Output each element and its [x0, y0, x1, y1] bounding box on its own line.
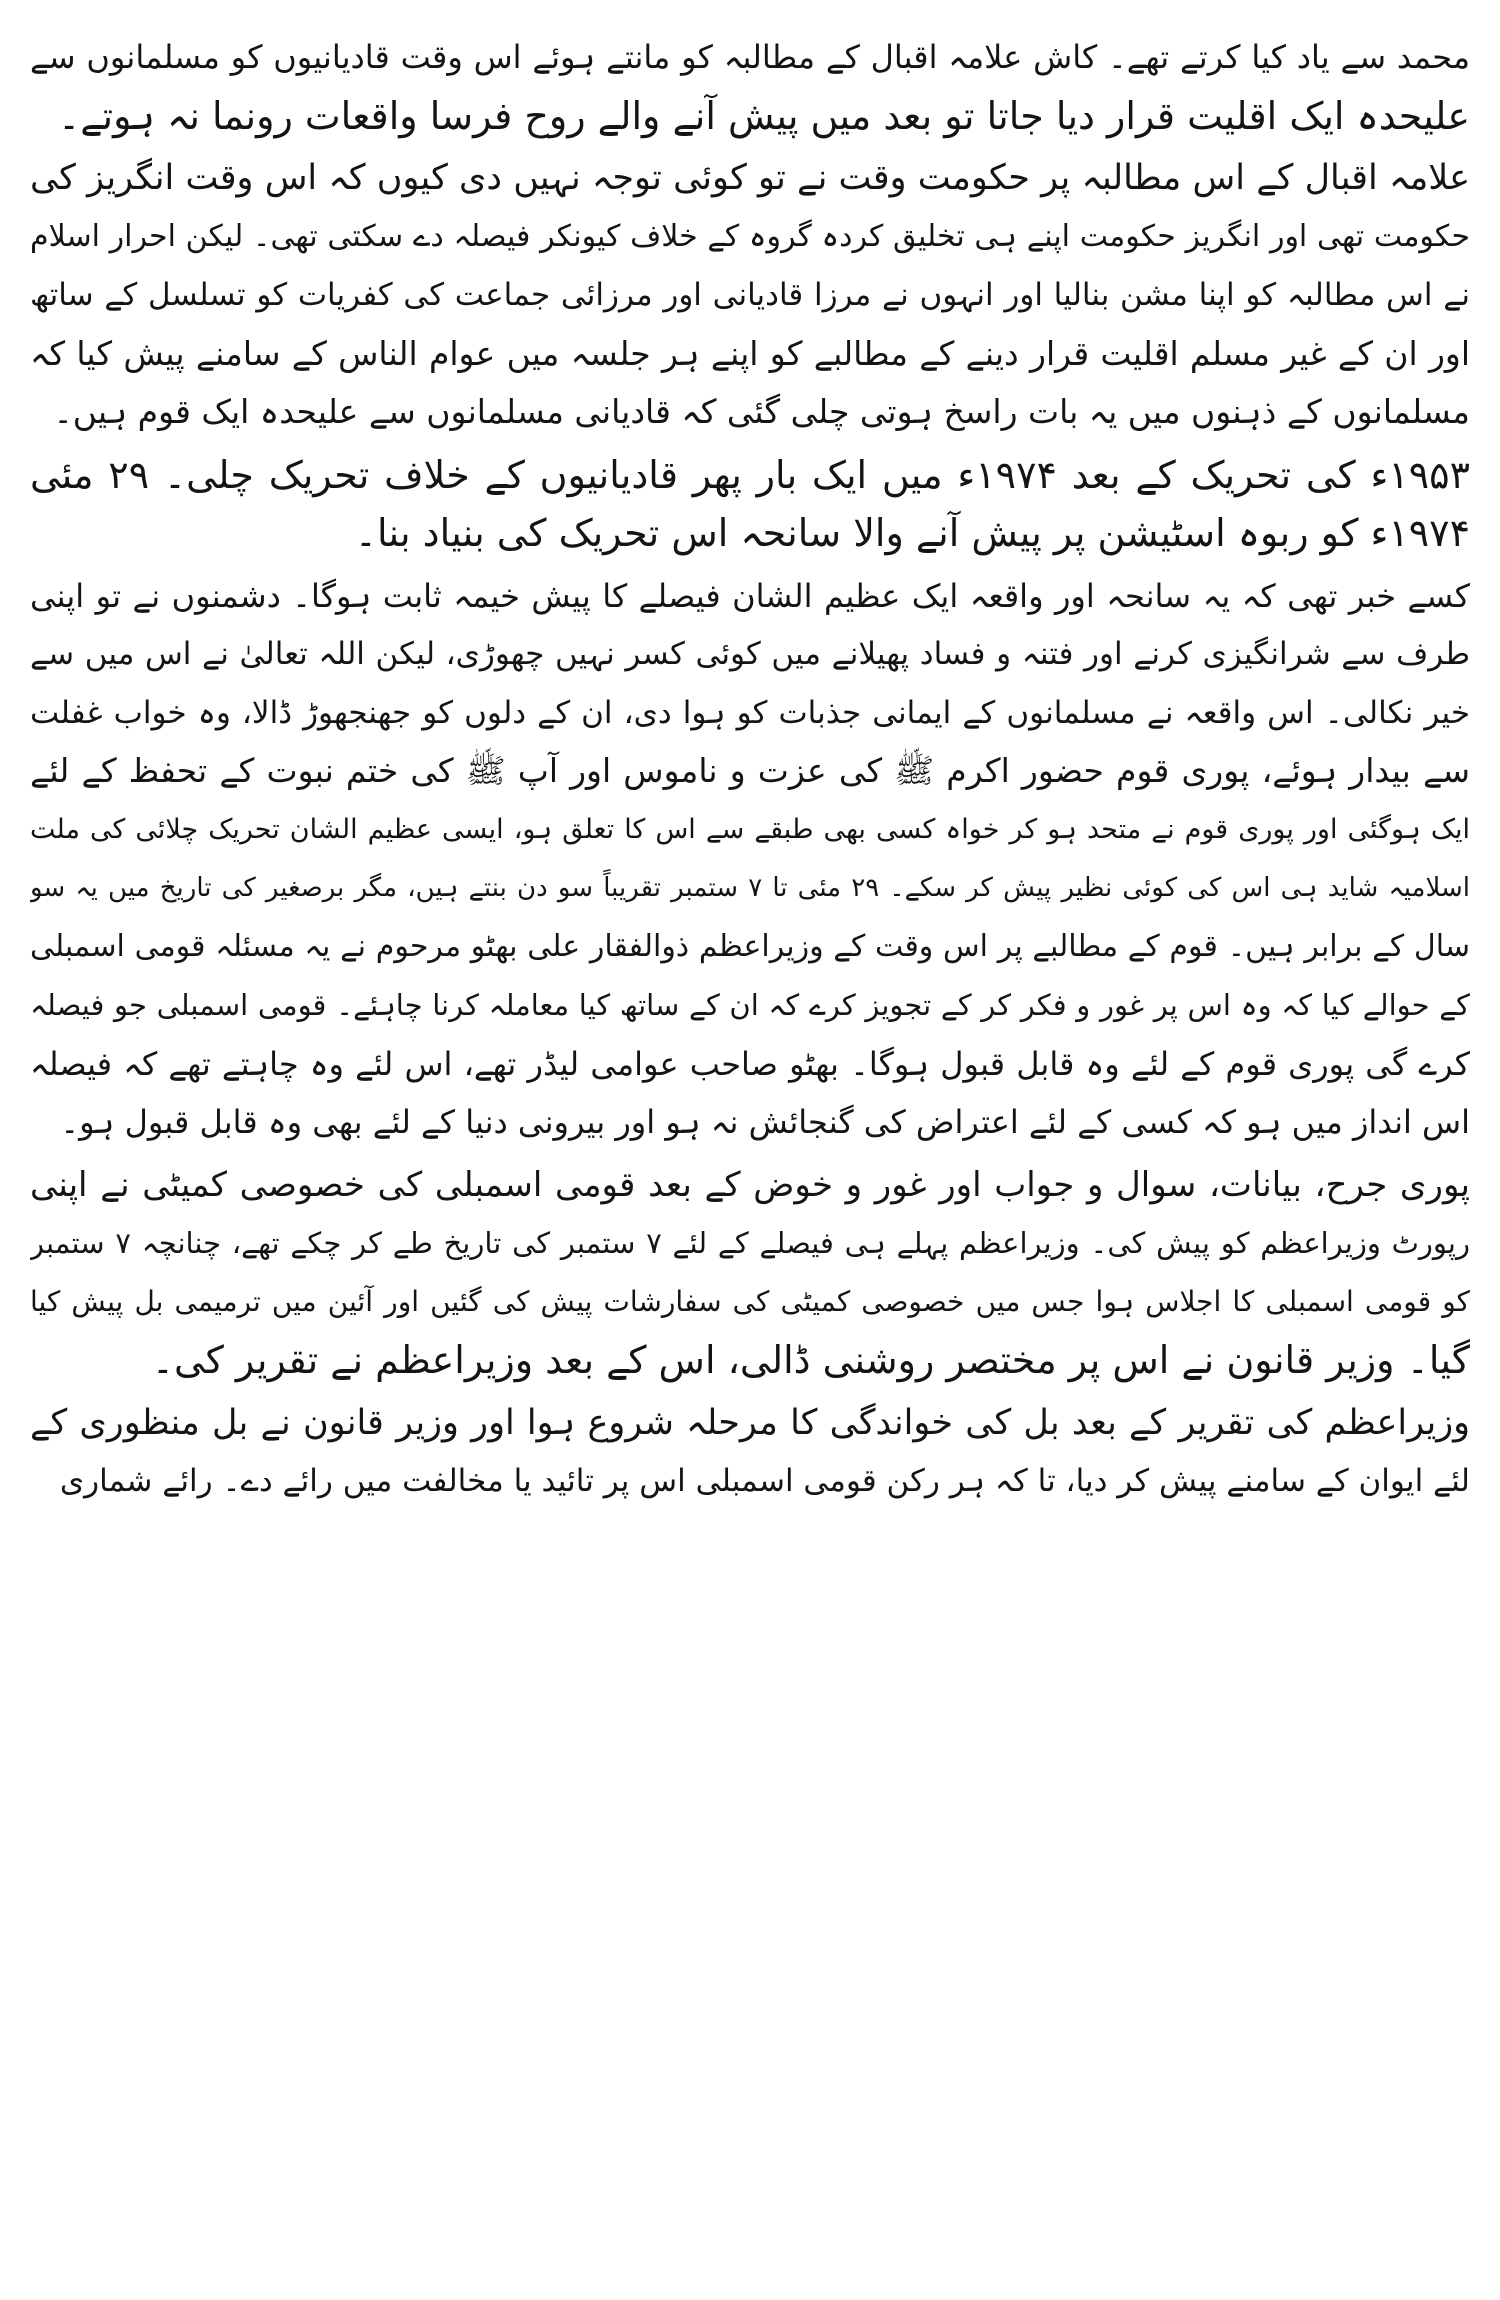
text-line: خیر نکالی۔ اس واقعہ نے مسلمانوں کے ایمانی جذبات کو ہوا دی، ان کے دلوں کو جھنجھوڑ ڈالا، وہ خواب غفلت: [30, 694, 1470, 731]
text-line: ۱۹۵۳ء کی تحریک کے بعد ۱۹۷۴ء میں ایک بار پھر قادیانیوں کے خلاف تحریک چلی۔ ۲۹ مئی: [30, 452, 1470, 497]
paragraph: [30, 1156, 1470, 1390]
text-line: طرف سے شرانگیزی کرنے اور فتنہ و فساد پھیلانے میں کوئی کسر نہیں چھوڑی، لیکن اللہ تعالیٰ نے اس میں سے: [30, 636, 1470, 672]
text-line: پوری جرح، بیانات، سوال و جواب اور غور و خوض کے بعد قومی اسمبلی کی خصوصی کمیٹی نے اپنی: [30, 1164, 1470, 1205]
text-line: کرے گی پوری قوم کے لئے وہ قابل قبول ہوگا۔ بھٹو صاحب عوامی لیڈر تھے، اس لئے وہ چاہتے تھے کہ فیصلہ: [30, 1044, 1470, 1083]
paragraph: [30, 28, 1470, 145]
text-line: سے بیدار ہوئے، پوری قوم حضور اکرم ﷺ کی عزت و ناموس اور آپ ﷺ کی ختم نبوت کے تحفظ کے لئے: [30, 751, 1470, 790]
text-line: محمد سے یاد کیا کرتے تھے۔ کاش علامہ اقبال کے مطالبہ کو مانتے ہوئے اس وقت قادیانیوں کو مسلمانوں سے: [30, 38, 1470, 76]
text-line: مسلمانوں کے ذہنوں میں یہ بات راسخ ہوتی چلی گئی کہ قادیانی مسلمانوں سے علیحدہ ایک قوم ہیں۔: [53, 392, 1470, 431]
text-line: اسلامیہ شاید ہی اس کی کوئی نظیر پیش کر سکے۔ ۲۹ مئی تا ۷ ستمبر تقریباً سو دن بنتے ہیں، مگر برصغیر کی تاریخ میں یہ سو: [30, 873, 1470, 903]
paragraph: [30, 567, 1470, 1152]
text-line: علامہ اقبال کے اس مطالبہ پر حکومت وقت نے تو کوئی توجہ نہیں دی کیوں کہ اس وقت انگریز کی: [30, 158, 1470, 198]
text-line: کے حوالے کیا کہ وہ اس پر غور و فکر کر کے تجویز کرے کہ ان کے ساتھ کیا معاملہ کرنا چاہئے۔ قومی اسمبلی جو فیصلہ: [30, 988, 1470, 1022]
text-line: علیحدہ ایک اقلیت قرار دیا جاتا تو بعد میں پیش آنے والے روح فرسا واقعات رونما نہ ہوتے۔: [57, 93, 1470, 138]
text-line: کسے خبر تھی کہ یہ سانحہ اور واقعہ ایک عظیم الشان فیصلے کا پیش خیمہ ثابت ہوگا۔ دشمنوں نے تو اپنی: [30, 576, 1470, 615]
text-line: نے اس مطالبہ کو اپنا مشن بنالیا اور انہوں نے مرزا قادیانی اور مرزائی جماعت کی کفریات کو تسلسل کے ساتھ: [30, 277, 1470, 313]
text-line: وزیراعظم کی تقریر کے بعد بل کی خواندگی کا مرحلہ شروع ہوا اور وزیر قانون نے بل منظوری کے: [30, 1402, 1470, 1443]
paragraph: [30, 446, 1470, 563]
text-line: اور ان کے غیر مسلم اقلیت قرار دینے کے مطالبے کو اپنے ہر جلسہ میں عوام الناس کے سامنے پیش کیا کہ: [30, 333, 1470, 373]
text-line: گیا۔ وزیر قانون نے اس پر مختصر روشنی ڈالی، اس کے بعد وزیراعظم نے تقریر کی۔: [151, 1338, 1470, 1382]
text-line: اس انداز میں ہو کہ کسی کے لئے اعتراض کی گنجائش نہ ہو اور بیرونی دنیا کے لئے بھی وہ قابل قبول ہو۔: [60, 1103, 1470, 1141]
paragraph: [30, 1394, 1470, 1511]
text-line: رپورٹ وزیراعظم کو پیش کی۔ وزیراعظم پہلے ہی فیصلے کے لئے ۷ ستمبر کی تاریخ طے کر چکے تھے، چنانچہ ۷ ستمبر: [30, 1226, 1470, 1260]
text-line: حکومت تھی اور انگریز حکومت اپنے ہی تخلیق کردہ گروہ کے خلاف کیونکر فیصلہ دے سکتی تھی۔ لیکن احرار اسلام: [30, 218, 1470, 254]
text-line: ۱۹۷۴ء کو ربوہ اسٹیشن پر پیش آنے والا سانحہ اس تحریک کی بنیاد بنا۔: [354, 511, 1470, 555]
text-line: کو قومی اسمبلی کا اجلاس ہوا جس میں خصوصی کمیٹی کی سفارشات پیش کی گئیں اور آئین میں ترمیمی بل پیش کیا: [30, 1284, 1470, 1318]
paragraph: [30, 149, 1470, 442]
text-line: لئے ایوان کے سامنے پیش کر دیا، تا کہ ہر رکن قومی اسمبلی اس پر تائید یا مخالفت میں رائے دے۔ رائے شماری: [59, 1463, 1470, 1499]
text-line: ایک ہوگئی اور پوری قوم نے متحد ہو کر خواہ کسی بھی طبقے سے اس کا تعلق ہو، ایسی عظیم الشان تحریک چلائی کی ملت: [30, 813, 1470, 845]
text-line: سال کے برابر ہیں۔ قوم کے مطالبے پر اس وقت کے وزیراعظم ذوالفقار علی بھٹو مرحوم نے یہ مسئلہ قومی اسمبلی: [30, 928, 1470, 964]
document-page: [30, 28, 1470, 2278]
